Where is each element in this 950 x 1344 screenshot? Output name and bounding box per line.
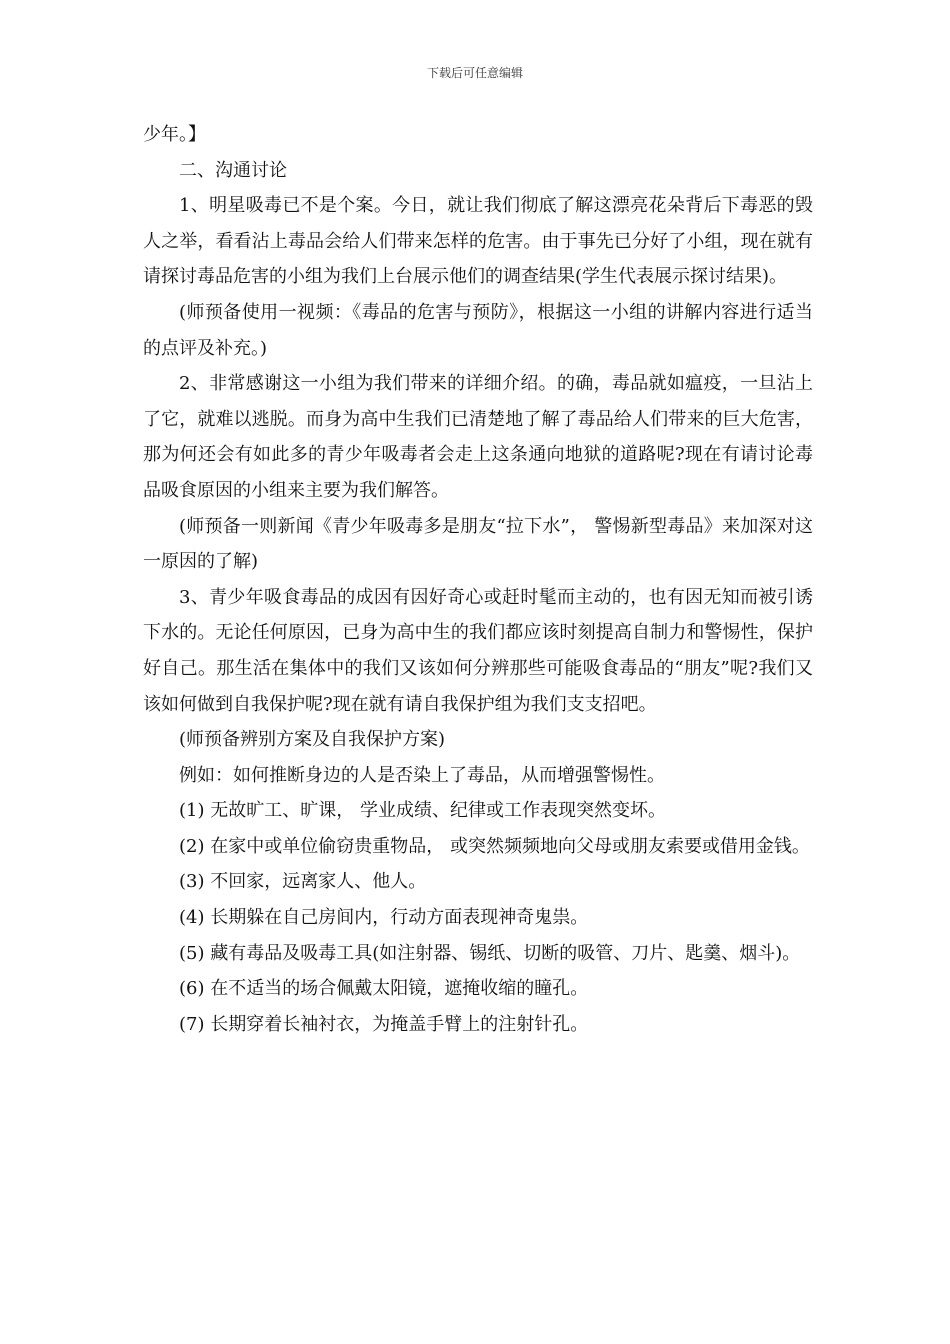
section-heading: 二、沟通讨论 bbox=[179, 159, 287, 181]
list-item-2: (2) 在家中或单位偷窃贵重物品， 或突然频频地向父母或朋友索要或借用金钱。 bbox=[179, 835, 810, 857]
list-item-5: (5) 藏有毒品及吸毒工具(如注射器、锡纸、切断的吸管、刀片、匙羹、烟斗)。 bbox=[179, 942, 801, 964]
paragraph-0: 少年。】 bbox=[143, 124, 206, 145]
list-item-7: (7) 长期穿着长袖衬衣，为掩盖手臂上的注射针孔。 bbox=[179, 1013, 589, 1035]
list-item-3: (3) 不回家，远离家人、他人。 bbox=[179, 871, 427, 893]
paragraph-5: (师预备一则新闻《青少年吸毒多是朋友“拉下水”， 警惕新型毒品》来加深对这一原因的了解) bbox=[143, 515, 813, 573]
document-body bbox=[143, 117, 813, 1042]
paragraph-2: 1、明星吸毒已不是个案。今日，就让我们彻底了解这漂亮花朵背后下毒恶的毁人之举，看看沾上毒品会给人们带来怎样的危害。由于事先已分好了小组，现在就有请探讨毒品危害的小组为我们上台展示他们的调查结果(学生代表展示探讨结果)。 bbox=[143, 195, 813, 288]
list-item-6: (6) 在不适当的场合佩戴太阳镜，遮掩收缩的瞳孔。 bbox=[179, 978, 589, 1000]
page-header: 下载后可任意编辑 bbox=[426, 66, 523, 80]
list-item-1: (1) 无故旷工、旷课， 学业成绩、纪律或工作表现突然变坏。 bbox=[179, 800, 666, 822]
paragraph-7: (师预备辨别方案及自我保护方案) bbox=[179, 729, 446, 751]
paragraph-3: (师预备使用一视频：《毒品的危害与预防》，根据这一小组的讲解内容进行适当的点评及补充。) bbox=[143, 301, 813, 359]
paragraph-8: 例如：如何推断身边的人是否染上了毒品，从而增强警惕性。 bbox=[179, 764, 665, 786]
paragraph-4: 2、非常感谢这一小组为我们带来的详细介绍。的确，毒品就如瘟疫，一旦沾上了它，就难以逃脱。而身为高中生我们已清楚地了解了毒品给人们带来的巨大危害，那为何还会有如此多的青少年吸毒者会走上这条通向地狱的道路呢?现在有请讨论毒品吸食原因的小组来主要为我们解答。 bbox=[143, 373, 813, 501]
paragraph-6: 3、青少年吸食毒品的成因有因好奇心或赶时髦而主动的，也有因无知而被引诱下水的。无论任何原因，已身为高中生的我们都应该时刻提高自制力和警惕性，保护好自己。那生活在集体中的我们又该如何分辨那些可能吸食毒品的“朋友”呢?我们又该如何做到自我保护呢?现在就有请自我保护组为我们支支招吧。 bbox=[143, 586, 813, 715]
list-item-4: (4) 长期躲在自己房间内，行动方面表现神奇鬼祟。 bbox=[179, 907, 589, 929]
